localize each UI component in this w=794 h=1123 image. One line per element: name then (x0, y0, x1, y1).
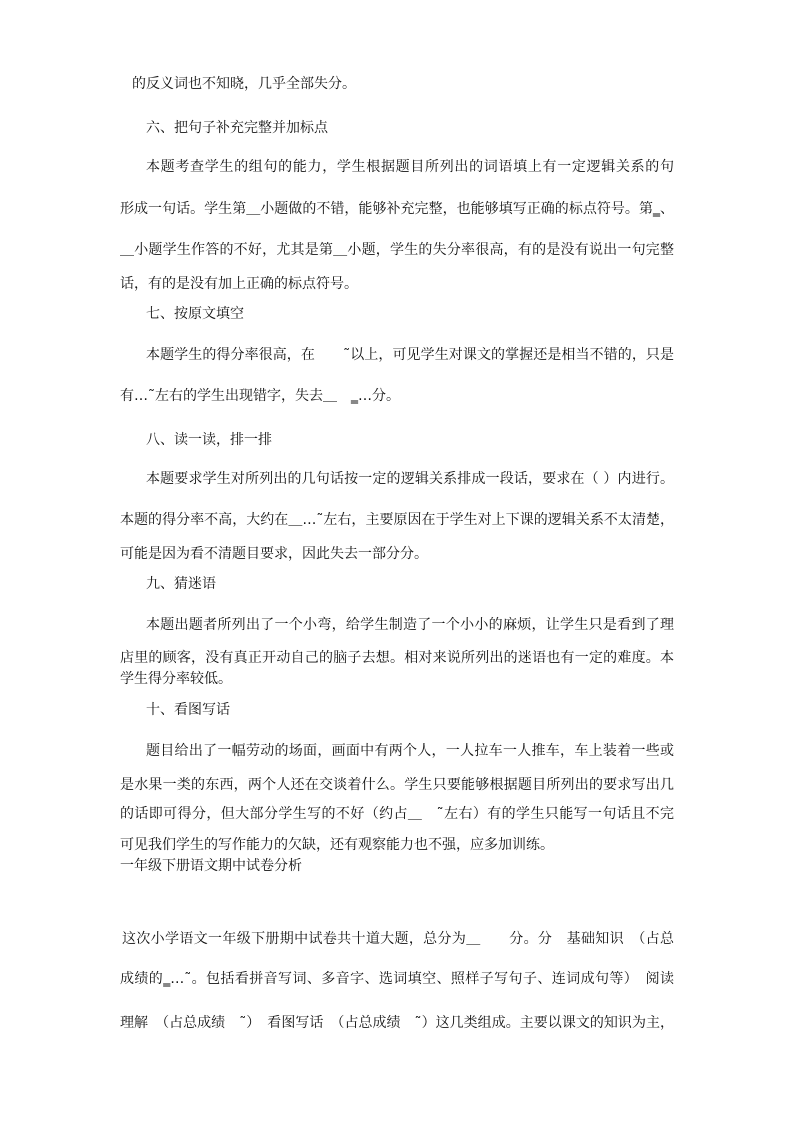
text-line: 话，有的是没有加上正确的标点符号。 (120, 276, 358, 292)
section-heading: 十、看图写话 (146, 702, 230, 718)
text-line: 本题要求学生对所列出的几句话按一定的逻辑关系排成一段话，要求在（ ）内进行。 (146, 471, 674, 487)
section-heading: 六、把句子补充完整并加标点 (146, 120, 328, 136)
text-line: 形成一句话。学生第＿小题做的不错，能够补充完整，也能够填写正确的标点符号。第‗、 (120, 201, 674, 217)
section-heading: 九、猜迷语 (146, 576, 216, 592)
text-line: 本题学生的得分率很高，在 ˜以上，可见学生对课文的掌握还是相当不错的，只是 (146, 347, 674, 363)
text-line: 的话即可得分，但大部分学生写的不好（约占＿ ˜左右）有的学生只能写一句话且不完 (120, 806, 674, 822)
document-title: 一年级下册语文期中试卷分析 (120, 858, 302, 874)
text-line: 有…˜左右的学生出现错字，失去＿ ‗…分。 (120, 388, 400, 404)
text-line: 是水果一类的东西，两个人还在交谈着什么。学生只要能够根据题目所列出的要求写出几 (120, 777, 674, 793)
text-line: 题目给出了一幅劳动的场面，画面中有两个人，一人拉车一人推车，车上装着一些或 (146, 743, 674, 759)
text-line: ＿小题学生作答的不好，尤其是第＿小题，学生的失分率很高，有的是没有说出一句完整 (120, 242, 674, 258)
text-line: 本题出题者所列出了一个小弯，给学生制造了一个小小的麻烦，让学生只是看到了理 (146, 617, 674, 633)
text-line: 可见我们学生的写作能力的欠缺，还有观察能力也不强，应多加训练。 (120, 837, 554, 853)
text-line: 成绩的‗…˜。包括看拼音写词、多音字、选词填空、照样子写句子、连词成句等） 阅读 (120, 971, 674, 987)
text-line: 学生得分率较低。 (120, 671, 232, 687)
text-line: 理解 （占总成绩 ˜） 看图写话 （占总成绩 ˜）这几类组成。主要以课文的知识为主， (120, 1015, 674, 1031)
section-heading: 七、按原文填空 (146, 306, 244, 322)
text-line: 这次小学语文一年级下册期中试卷共十道大题，总分为＿ 分。分 基础知识 （占总 (122, 931, 674, 947)
text-line: 本题的得分率不高，大约在＿…˜左右，主要原因在于学生对上下课的逻辑关系不太清楚， (120, 512, 674, 528)
text-line: 可能是因为看不清题目要求，因此失去一部分分。 (120, 546, 428, 562)
text-line: 店里的顾客，没有真正开动自己的脑子去想。相对来说所列出的迷语也有一定的难度。本 (120, 650, 674, 666)
text-line: 本题考查学生的组句的能力，学生根据题目所列出的词语填上有一定逻辑关系的句 (146, 159, 674, 175)
section-heading: 八、读一读，排一排 (146, 432, 272, 448)
text-line: 的反义词也不知晓，几乎全部失分。 (132, 76, 356, 92)
